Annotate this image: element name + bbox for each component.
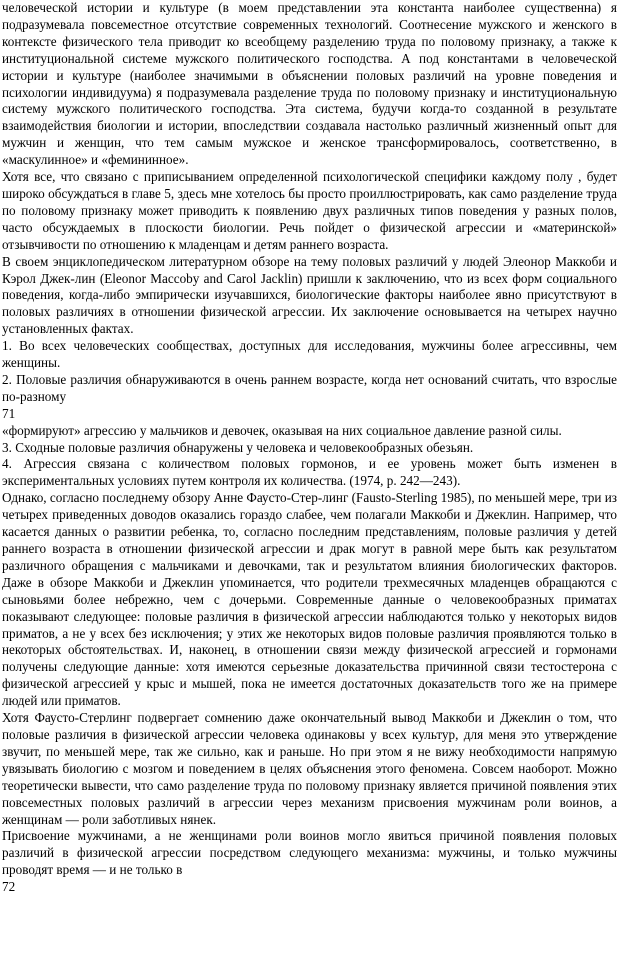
list-item-fact-4: 4. Агрессия связана с количеством половых гормонов, и ее уровень может быть изменен в экспериментальных условиях путем контроля их количества. (1974, р. 242—243).: [2, 456, 617, 489]
paragraph-aggression-intro: Хотя все, что связано с приписыванием определенной психологической специфики каждому полу , будет широко обсуждаться в главе 5, здесь мне хотелось бы просто проиллюстрировать, как само разделение труда по половому признаку может приводить к появлению двух различных типов поведения у разных полов, часто обсуждаемых в плоскости биологии. Речь пойдет о физической агрессии и «материнской» отзывчивости по отношению к младенцам и детям раннего возраста.: [2, 169, 617, 252]
document-page: [2, 0, 617, 896]
paragraph-warriors: Присвоение мужчинами, а не женщинами роли воинов могло явиться причиной появления половых различий в физической агрессии посредством следующего механизма: мужчины, и только мужчины проводят время — и не только в: [2, 828, 617, 878]
paragraph-division-of-labor: Хотя Фаусто-Стерлинг подвергает сомнению даже окончательный вывод Маккоби и Джеклин о том, что половые различия в физической агрессии человека одинаковы у всех культур, для меня это утверждение звучит, по меньшей мере, так же сильно, как и раньше. Но при этом я не вижу необходимости напрямую увязывать биологию с мозгом и поведением в целях объяснения этого феномена. Совсем наоборот. Можно теоретически вывести, что само разделение труда по половому признаку является причиной появления этих повсеместных половых различий в агрессии через механизм присвоения мужчинам роли воинов, а женщинам — роли заботливых нянек.: [2, 710, 617, 827]
page-number: 71: [2, 405, 16, 421]
list-item-fact-3: 3. Сходные половые различия обнаружены у человека и человекообразных обезьян.: [2, 439, 474, 455]
page-number: 72: [2, 879, 16, 895]
paragraph-fact-2-continued: «формируют» агрессию у мальчиков и девочек, оказывая на них социальное давление разной силы.: [2, 422, 562, 438]
list-item-fact-1: 1. Во всех человеческих сообществах, доступных для исследования, мужчины более агрессивны, чем женщины.: [2, 338, 617, 371]
paragraph-maccoby-jacklin: В своем энциклопедическом литературном обзоре на тему половых различий у людей Элеонор Маккоби и Кэрол Джек-лин (Eleonor Maccoby and Carol Jacklin) пришли к заключению, что из всех форм социального поведения, когда-либо эмпирически изучавшихся, биологические факторы наиболее явно присутствуют в половых различиях в отношении физической агрессии. Их заключение основывается на четырех научно установленных фактах.: [2, 253, 617, 337]
paragraph-fausto-sterling: Однако, согласно последнему обзору Анне Фаусто-Стер-линг (Fausto-Sterling 1985), по меньшей мере, три из четырех приведенных доводов оказались гораздо слабее, чем полагали Маккоби и Джеклин. Например, что касается данных о развитии ребенка, то, согласно последним представлениям, половые различия у детей раннего возраста в отношении физической агрессии и драк могут в равной мере быть как результатом различного обращения с мальчиками и девочками, так и результатом влияния биологических факторов. Даже в обзоре Маккоби и Джеклин упоминается, что родители трехмесячных младенцев обращаются с сыновьями более небрежно, чем с дочерьми. Современные данные о человекообразных приматах показывают следующее: половые различия в физической агрессии наблюдаются только у некоторых видов приматов, а не у всех без исключения; у этих же некоторых видов половые различия проявляются только в некоторых обстоятельствах. И, наконец, в отношении связи между физической агрессией и гормонами получены следующие данные: хотя имеются серьезные доказательства причинной связи тестостерона с физической агрессией у крыс и мышей, пока не имеется достаточных доказательств того же на примере людей или приматов.: [2, 490, 617, 709]
list-item-fact-2: 2. Половые различия обнаруживаются в очень раннем возрасте, когда нет оснований считать, что взрослые по-разному: [2, 371, 617, 404]
paragraph-continuation: человеческой истории и культуре (в моем представлении эта константа наиболее существенна) я подразумевала повсеместное отсутствие современных технологий. Соотнесение мужского и женского в контексте физического тела приводит ко всеобщему разделению труда по половому признаку, а также к институциональной системе мужского политического господства. А под константами в человеческой истории и культуре (наиболее значимыми в объяснении половых различий на уровне поведения и психологии индивидуума) я подразумевала разделение труда по половому признаку и институциональную систему мужского политического господства. Эта система, будучи когда-то созданной в результате взаимодействия биологии и истории, впоследствии создавала настолько различный жизненный опыт для мужчин и женщин, что тем самым мужское и женское трансформировалось, соответственно, в «маскулинное» и «фемининное».: [2, 0, 617, 168]
